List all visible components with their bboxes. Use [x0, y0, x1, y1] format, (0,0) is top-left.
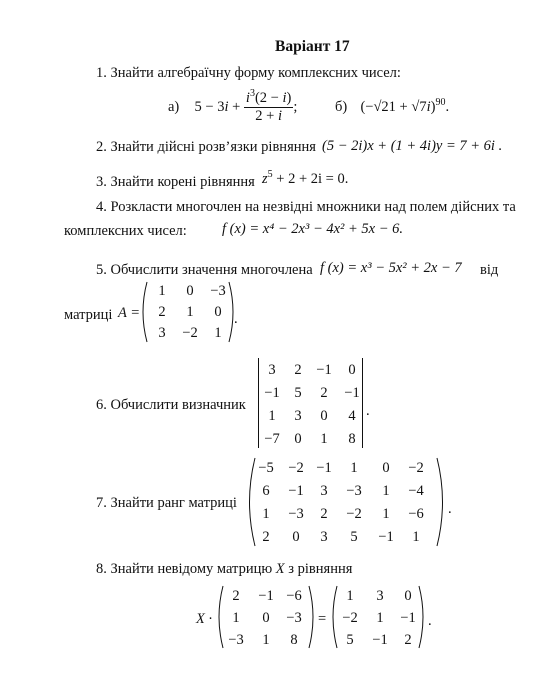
determinant-cell-0-3: 0 [348, 362, 356, 378]
rank-matrix-cell-1-3: −3 [346, 483, 362, 499]
rank-matrix-cell-0-3: 1 [350, 460, 358, 476]
rank-matrix-cell-2-1: −3 [288, 506, 304, 522]
determinant-cell-2-1: 3 [294, 408, 302, 424]
matrix-a-cell-1-0: 2 [158, 304, 166, 320]
matrix-a-cell-1-2: 0 [214, 304, 222, 320]
matrix-right-cell-1-2: −1 [400, 610, 416, 626]
determinant-cell-1-2: 2 [320, 385, 328, 401]
determinant-cell-2-3: 4 [348, 408, 356, 424]
task-8-text: 8. Знайти невідому матрицю X з рівняння [96, 561, 353, 577]
task-4-line-1: 4. Розкласти многочлен на незвідні множники над полем дійсних та [96, 199, 516, 215]
matrix-right-cell-2-2: 2 [404, 632, 412, 648]
task-1-label-b: б) [335, 99, 348, 115]
task-2-equation: (5 − 2i)x + (1 + 4i)y = 7 + 6i . [322, 138, 503, 154]
determinant-cell-1-0: −1 [264, 385, 280, 401]
determinant-cell-3-0: −7 [264, 431, 280, 447]
task-8-var: X [275, 561, 285, 577]
task-1-a-plus: + [228, 99, 241, 116]
task-8-equals: = [318, 611, 327, 627]
determinant-cell-0-1: 2 [294, 362, 302, 378]
rank-matrix-cell-3-5: 1 [412, 529, 420, 545]
rank-matrix-cell-0-5: −2 [408, 460, 424, 476]
rank-matrix-cell-2-2: 2 [320, 506, 328, 522]
task-1-a-semicolon: ; [293, 99, 298, 116]
power-90: 90 [435, 97, 446, 109]
rank-matrix-cell-3-3: 5 [350, 529, 358, 545]
task-3-text: 3. Знайти корені рівняння [96, 174, 255, 190]
var-i: i [224, 99, 229, 116]
matrix-left-cell-1-2: −3 [286, 610, 302, 626]
rank-matrix-end: . [448, 501, 452, 517]
matrix-left-cell-2-1: 1 [262, 632, 270, 648]
matrix-left-cell-0-1: −1 [258, 588, 274, 604]
matrix-left-cell-0-0: 2 [232, 588, 240, 604]
task-5-text: 5. Обчислити значення многочлена [96, 262, 313, 278]
matrix-right-cell-0-1: 3 [376, 588, 384, 604]
matrix-a-cell-2-2: 1 [214, 325, 222, 341]
matrix-a [138, 280, 238, 344]
matrix-a-cell-2-0: 3 [158, 325, 166, 341]
rank-matrix-cell-1-4: 1 [382, 483, 390, 499]
fraction-numerator: $i^3(2 - i)$ [244, 90, 293, 108]
rank-matrix-cell-1-1: −1 [288, 483, 304, 499]
rank-matrix-cell-2-5: −6 [408, 506, 424, 522]
matrix-left-cell-1-1: 0 [262, 610, 270, 626]
rank-matrix [244, 456, 448, 548]
task-1-text: 1. Знайти алгебраїчну форму комплексних чисел: [96, 65, 401, 81]
determinant-cell-0-2: −1 [316, 362, 332, 378]
task-5-equation: f (x) = x³ − 5x² + 2x − 7 [320, 260, 462, 276]
matrix-left [214, 584, 318, 650]
task-2-text: 2. Знайти дійсні розв’язки рівняння [96, 139, 316, 155]
rank-matrix-cell-2-4: 1 [382, 506, 390, 522]
matrix-a-cell-0-1: 0 [186, 283, 194, 299]
task-1-label-a: а) [168, 99, 180, 116]
matrix-right-cell-1-1: 1 [376, 610, 384, 626]
page-title: Варіант 17 [275, 38, 350, 55]
matrix-left-cell-2-2: 8 [290, 632, 298, 648]
rank-matrix-cell-0-1: −2 [288, 460, 304, 476]
matrix-a-cell-2-1: −2 [182, 325, 198, 341]
rank-matrix-cell-0-2: −1 [316, 460, 332, 476]
determinant-cell-1-3: −1 [344, 385, 360, 401]
task-1-fraction [244, 90, 293, 126]
matrix-right-cell-0-0: 1 [346, 588, 354, 604]
matrix-a-cell-0-2: −3 [210, 283, 226, 299]
determinant-end: . [366, 403, 370, 419]
rank-matrix-cell-3-2: 3 [320, 529, 328, 545]
matrix-right-cell-2-1: −1 [372, 632, 388, 648]
rank-matrix-cell-1-5: −4 [408, 483, 424, 499]
matrix-a-cell-0-0: 1 [158, 283, 166, 299]
task-6-text: 6. Обчислити визначник [96, 397, 246, 413]
matrix-left-cell-1-0: 1 [232, 610, 240, 626]
determinant-cell-3-1: 0 [294, 431, 302, 447]
task-3-equation: $z^5 + 2 + 2i = 0$. [262, 169, 349, 187]
task-8-x-dot: X · [196, 611, 213, 627]
rank-matrix-cell-3-0: 2 [262, 529, 270, 545]
determinant-cell-2-0: 1 [268, 408, 276, 424]
rank-matrix-cell-3-4: −1 [378, 529, 394, 545]
task-5-tail: від [480, 262, 499, 278]
matrix-right [328, 584, 428, 650]
rank-matrix-cell-2-0: 1 [262, 506, 270, 522]
task-4-equation: f (x) = x⁴ − 2x³ − 4x² + 5x − 6. [222, 221, 404, 237]
task-1-expr-b: б) $(-√21 + √7i)^{90}$. [335, 97, 450, 115]
matrix-a-end: . [234, 311, 238, 327]
matrix-left-cell-0-2: −6 [286, 588, 302, 604]
task-5-matrix-name: A = [118, 305, 141, 321]
task-1-expr-a [168, 90, 297, 126]
task-8-end: . [428, 613, 432, 629]
task-5-matrix-label: матриці [64, 307, 113, 323]
fraction-denominator: 2 + i [255, 108, 282, 125]
matrix-left-cell-2-0: −3 [228, 632, 244, 648]
task-4-line-2: комплексних чисел: [64, 223, 187, 239]
rank-matrix-cell-3-1: 0 [292, 529, 300, 545]
matrix-right-cell-0-2: 0 [404, 588, 412, 604]
determinant-cell-2-2: 0 [320, 408, 328, 424]
rank-matrix-cell-1-2: 3 [320, 483, 328, 499]
matrix-right-cell-2-0: 5 [346, 632, 354, 648]
rank-matrix-cell-0-4: 0 [382, 460, 390, 476]
determinant-cell-3-3: 8 [348, 431, 356, 447]
rank-matrix-cell-2-3: −2 [346, 506, 362, 522]
task-1-a-pre: 5 − 3 [194, 99, 225, 116]
determinant-cell-0-0: 3 [268, 362, 276, 378]
rank-matrix-cell-0-0: −5 [258, 460, 274, 476]
determinant-matrix [256, 358, 366, 450]
matrix-a-cell-1-1: 1 [186, 304, 194, 320]
matrix-right-cell-1-0: −2 [342, 610, 358, 626]
determinant-cell-1-1: 5 [294, 385, 302, 401]
rank-matrix-cell-1-0: 6 [262, 483, 270, 499]
task-7-text: 7. Знайти ранг матриці [96, 495, 237, 511]
determinant-cell-3-2: 1 [320, 431, 328, 447]
